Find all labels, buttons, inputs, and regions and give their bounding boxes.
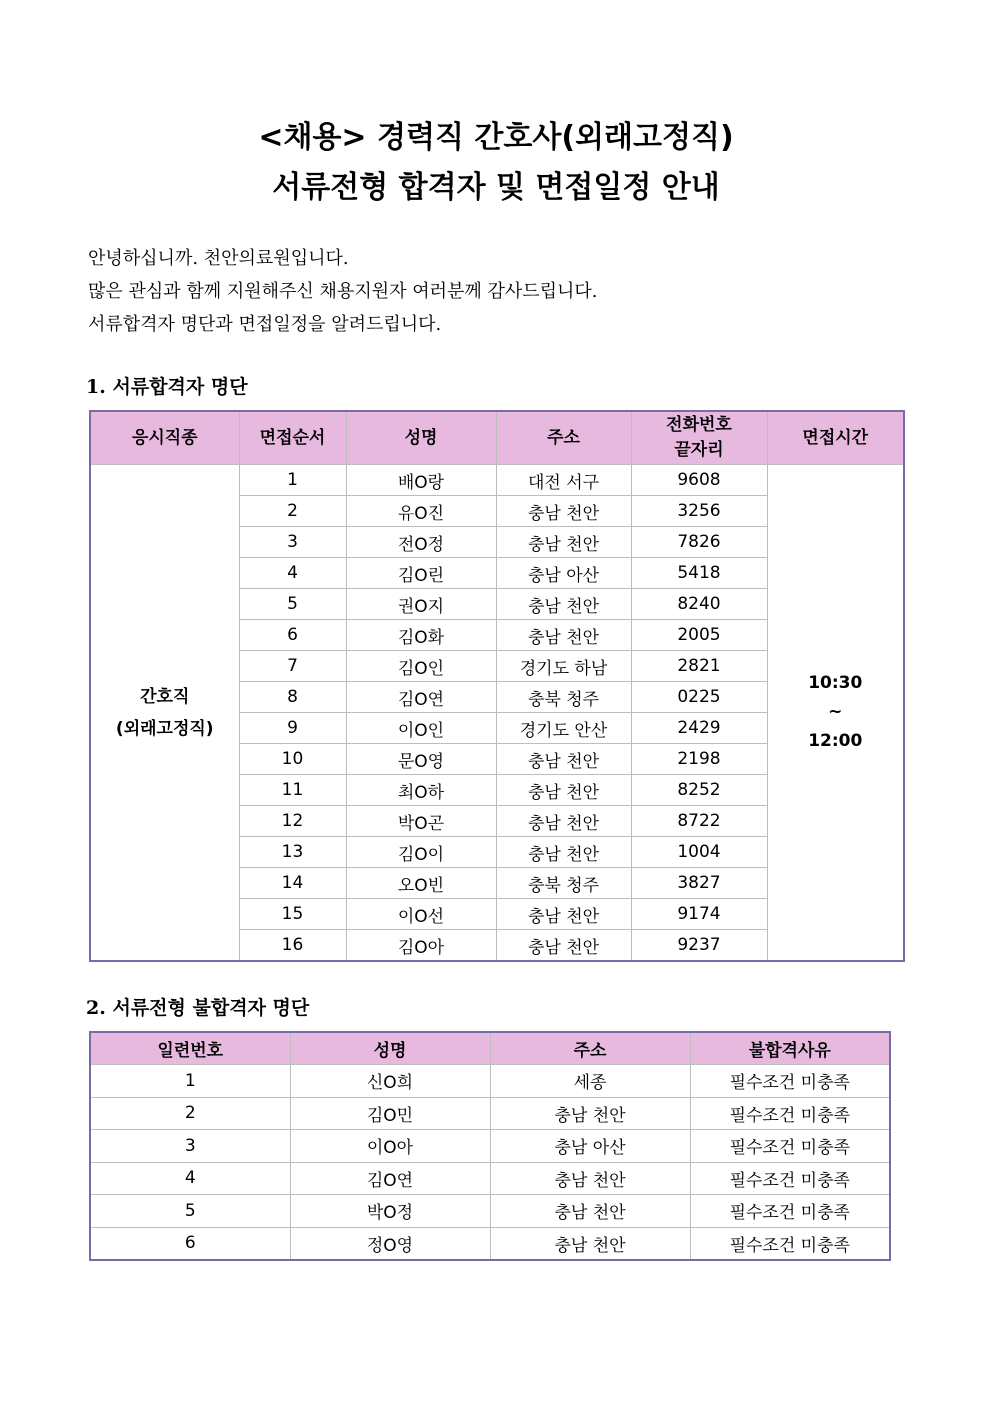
cell-name: 문O영	[346, 744, 496, 775]
cell-addr: 경기도 안산	[496, 713, 631, 744]
cell-no: 3	[90, 1130, 290, 1163]
cell-reason: 필수조건 미충족	[690, 1195, 890, 1228]
column-header: 응시직종	[90, 411, 239, 465]
cell-addr: 충북 청주	[496, 868, 631, 899]
cell-no: 2	[90, 1097, 290, 1130]
column-header: 불합격사유	[690, 1032, 890, 1065]
job-type-cell	[90, 465, 239, 962]
cell-addr: 세종	[490, 1065, 690, 1098]
cell-phone: 0225	[631, 682, 767, 713]
table-row	[90, 1097, 890, 1130]
cell-name: 김O아	[346, 930, 496, 962]
cell-no: 4	[239, 558, 346, 589]
cell-no: 15	[239, 899, 346, 930]
column-header: 성명	[346, 411, 496, 465]
cell-name: 이O선	[346, 899, 496, 930]
intro-line: 안녕하십니까. 천안의료원입니다.	[88, 248, 349, 269]
job-type-line: (외래고정직)	[115, 718, 214, 739]
cell-name: 김O연	[290, 1162, 490, 1195]
cell-name: 최O하	[346, 775, 496, 806]
cell-phone: 2198	[631, 744, 767, 775]
section-heading-passed: 1. 서류합격자 명단	[86, 376, 248, 398]
intro-line: 많은 관심과 함께 지원해주신 채용지원자 여러분께 감사드립니다.	[88, 281, 598, 302]
column-header: 주소	[490, 1032, 690, 1065]
cell-phone: 8722	[631, 806, 767, 837]
cell-reason: 필수조건 미충족	[690, 1227, 890, 1260]
cell-no: 9	[239, 713, 346, 744]
cell-addr: 충남 천안	[496, 527, 631, 558]
time-line: ~	[828, 702, 843, 722]
cell-name: 김O화	[346, 620, 496, 651]
cell-no: 14	[239, 868, 346, 899]
cell-name: 김O이	[346, 837, 496, 868]
table-header-row	[90, 1032, 890, 1065]
cell-addr: 충남 천안	[490, 1195, 690, 1228]
cell-name: 권O지	[346, 589, 496, 620]
table-row	[90, 1130, 890, 1163]
cell-name: 전O정	[346, 527, 496, 558]
cell-no: 5	[239, 589, 346, 620]
cell-no: 10	[239, 744, 346, 775]
cell-addr: 충남 천안	[496, 899, 631, 930]
cell-no: 7	[239, 651, 346, 682]
column-header: 성명	[290, 1032, 490, 1065]
cell-addr: 충남 천안	[496, 744, 631, 775]
time-line: 10:30	[808, 673, 863, 693]
cell-addr: 충남 아산	[490, 1130, 690, 1163]
column-header-line: 끝자리	[674, 440, 724, 460]
cell-no: 6	[239, 620, 346, 651]
cell-no: 1	[239, 465, 346, 496]
intro-line: 서류합격자 명단과 면접일정을 알려드립니다.	[88, 314, 442, 335]
cell-phone: 3827	[631, 868, 767, 899]
cell-no: 16	[239, 930, 346, 962]
cell-phone: 2005	[631, 620, 767, 651]
cell-name: 김O인	[346, 651, 496, 682]
cell-name: 이O인	[346, 713, 496, 744]
cell-phone: 5418	[631, 558, 767, 589]
column-header	[631, 411, 767, 465]
cell-phone: 8240	[631, 589, 767, 620]
cell-name: 김O린	[346, 558, 496, 589]
table-row	[90, 1162, 890, 1195]
cell-name: 오O빈	[346, 868, 496, 899]
cell-phone: 7826	[631, 527, 767, 558]
cell-phone: 3256	[631, 496, 767, 527]
cell-name: 김O연	[346, 682, 496, 713]
failed-applicants-table	[89, 1031, 891, 1261]
cell-name: 박O곤	[346, 806, 496, 837]
cell-no: 13	[239, 837, 346, 868]
cell-name: 정O영	[290, 1227, 490, 1260]
column-header-line: 전화번호	[666, 415, 732, 435]
page-title: <채용> 경력직 간호사(외래고정직)	[258, 120, 734, 155]
table-row	[90, 1195, 890, 1228]
cell-phone: 8252	[631, 775, 767, 806]
cell-phone: 9237	[631, 930, 767, 962]
section-heading-failed: 2. 서류전형 불합격자 명단	[86, 997, 310, 1019]
cell-no: 1	[90, 1065, 290, 1098]
column-header: 일련번호	[90, 1032, 290, 1065]
cell-no: 11	[239, 775, 346, 806]
cell-name: 이O아	[290, 1130, 490, 1163]
table-row	[90, 1227, 890, 1260]
table-row	[90, 465, 904, 496]
cell-no: 8	[239, 682, 346, 713]
cell-name: 박O정	[290, 1195, 490, 1228]
column-header: 주소	[496, 411, 631, 465]
cell-reason: 필수조건 미충족	[690, 1130, 890, 1163]
page-subtitle: 서류전형 합격자 및 면접일정 안내	[272, 170, 720, 205]
cell-addr: 충남 천안	[496, 930, 631, 962]
cell-addr: 충남 천안	[490, 1227, 690, 1260]
passed-applicants-table	[89, 410, 905, 962]
cell-reason: 필수조건 미충족	[690, 1162, 890, 1195]
cell-name: 유O진	[346, 496, 496, 527]
cell-addr: 충남 천안	[496, 589, 631, 620]
interview-time-cell	[767, 465, 904, 962]
cell-addr: 충남 아산	[496, 558, 631, 589]
cell-reason: 필수조건 미충족	[690, 1065, 890, 1098]
time-line: 12:00	[808, 731, 863, 751]
cell-no: 2	[239, 496, 346, 527]
cell-addr: 충북 청주	[496, 682, 631, 713]
cell-addr: 충남 천안	[496, 775, 631, 806]
cell-no: 4	[90, 1162, 290, 1195]
cell-no: 6	[90, 1227, 290, 1260]
cell-phone: 9608	[631, 465, 767, 496]
cell-addr: 충남 천안	[496, 806, 631, 837]
cell-addr: 충남 천안	[496, 620, 631, 651]
cell-name: 배O랑	[346, 465, 496, 496]
cell-addr: 충남 천안	[490, 1097, 690, 1130]
cell-addr: 대전 서구	[496, 465, 631, 496]
cell-no: 5	[90, 1195, 290, 1228]
cell-name: 김O민	[290, 1097, 490, 1130]
cell-phone: 9174	[631, 899, 767, 930]
cell-no: 12	[239, 806, 346, 837]
cell-addr: 충남 천안	[496, 837, 631, 868]
cell-phone: 2821	[631, 651, 767, 682]
cell-addr: 충남 천안	[490, 1162, 690, 1195]
column-header: 면접시간	[767, 411, 904, 465]
job-type-line: 간호직	[140, 686, 190, 707]
cell-phone: 1004	[631, 837, 767, 868]
table-row	[90, 1065, 890, 1098]
cell-addr: 경기도 하남	[496, 651, 631, 682]
cell-name: 신O희	[290, 1065, 490, 1098]
column-header: 면접순서	[239, 411, 346, 465]
cell-no: 3	[239, 527, 346, 558]
cell-phone: 2429	[631, 713, 767, 744]
table-header-row	[90, 411, 904, 465]
cell-reason: 필수조건 미충족	[690, 1097, 890, 1130]
cell-addr: 충남 천안	[496, 496, 631, 527]
